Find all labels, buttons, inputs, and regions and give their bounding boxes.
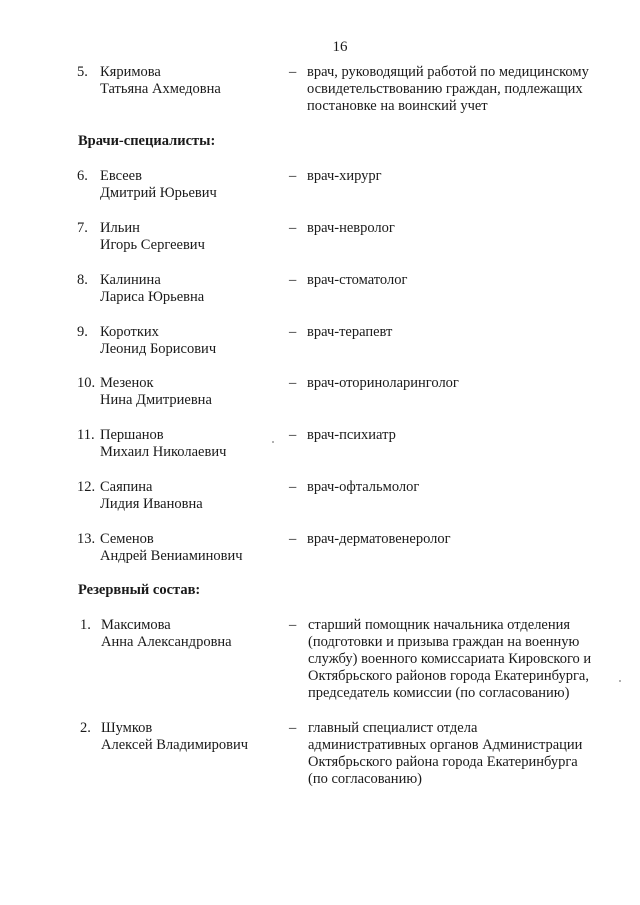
surname: Коротких: [100, 324, 159, 340]
given-names: Татьяна Ахмедовна: [100, 81, 221, 97]
entry-number: 8.: [77, 272, 88, 288]
person-name: [100, 427, 280, 461]
surname: Ильин: [100, 220, 140, 236]
surname: Калинина: [100, 272, 161, 288]
entry-number: 7.: [77, 220, 88, 236]
entry-number: 12.: [77, 479, 96, 495]
given-names: Леонид Борисович: [100, 341, 217, 357]
entry-number: 6.: [77, 168, 88, 184]
dash: –: [289, 220, 297, 236]
role-text: [307, 64, 617, 115]
person-name: [100, 531, 280, 565]
role-line: главный специалист отдела: [308, 720, 478, 736]
role-line: врач, руководящий работой по медицинскому: [307, 64, 589, 80]
surname: Мезенок: [100, 375, 154, 391]
role-line: службу) военного комиссариата Кировского и: [308, 651, 592, 667]
person-name: [100, 479, 280, 513]
person-name: [100, 168, 280, 202]
role-text: [308, 617, 618, 702]
given-names: Нина Дмитриевна: [100, 392, 212, 408]
given-names: Лариса Юрьевна: [100, 289, 205, 305]
role-line: Октябрьского районов города Екатеринбурга,: [308, 668, 589, 684]
surname: Евсеев: [100, 168, 142, 184]
section-heading: Врачи-специалисты:: [78, 133, 216, 149]
role-line: административных органов Администрации: [308, 737, 583, 753]
role-text: [307, 531, 617, 548]
person-name: [100, 64, 280, 98]
person-name: [100, 272, 280, 306]
dash: –: [289, 617, 297, 633]
person-name: [101, 617, 281, 651]
entry-number: 2.: [80, 720, 91, 736]
surname: Кяримова: [100, 64, 161, 80]
role-line: старший помощник начальника отделения: [308, 617, 571, 633]
scan-speck: [272, 441, 274, 443]
role-text: [307, 479, 617, 496]
role-line: врач-терапевт: [307, 324, 393, 340]
dash: –: [289, 272, 297, 288]
dash: –: [289, 479, 297, 495]
given-names: Алексей Владимирович: [101, 737, 249, 753]
entry-number: 11.: [77, 427, 95, 443]
entry-number: 10.: [77, 375, 96, 391]
role-text: [307, 324, 617, 341]
dash: –: [289, 168, 297, 184]
given-names: Дмитрий Юрьевич: [100, 185, 217, 201]
dash: –: [289, 64, 297, 80]
role-text: [307, 375, 617, 392]
role-line: постановке на воинский учет: [307, 98, 488, 114]
role-text: [307, 427, 617, 444]
role-line: (по согласованию): [308, 771, 422, 787]
given-names: Андрей Вениаминович: [100, 548, 243, 564]
role-line: врач-психиатр: [307, 427, 396, 443]
dash: –: [289, 324, 297, 340]
entry-number: 9.: [77, 324, 88, 340]
surname: Саяпина: [100, 479, 153, 495]
surname: Шумков: [101, 720, 153, 736]
person-name: [101, 720, 281, 754]
role-line: освидетельствованию граждан, подлежащих: [307, 81, 583, 97]
dash: –: [289, 427, 297, 443]
given-names: Михаил Николаевич: [100, 444, 227, 460]
dash: –: [289, 531, 297, 547]
role-text: [307, 220, 617, 237]
given-names: Анна Александровна: [101, 634, 232, 650]
role-line: врач-офтальмолог: [307, 479, 420, 495]
role-text: [307, 168, 617, 185]
page-number: 16: [332, 39, 348, 55]
role-line: председатель комиссии (по согласованию): [308, 685, 570, 701]
surname: Семенов: [100, 531, 154, 547]
role-text: [307, 272, 617, 289]
role-text: [308, 720, 618, 788]
role-line: врач-оториноларинголог: [307, 375, 459, 391]
role-line: врач-хирург: [307, 168, 382, 184]
surname: Першанов: [100, 427, 164, 443]
given-names: Лидия Ивановна: [100, 496, 203, 512]
dash: –: [289, 375, 297, 391]
role-line: врач-дерматовенеролог: [307, 531, 451, 547]
entry-number: 1.: [80, 617, 91, 633]
role-line: (подготовки и призыва граждан на военную: [308, 634, 580, 650]
scan-speck: [619, 680, 621, 682]
entry-number: 13.: [77, 531, 96, 547]
section-heading: Резервный состав:: [78, 582, 201, 598]
role-line: врач-стоматолог: [307, 272, 408, 288]
dash: –: [289, 720, 297, 736]
role-line: Октябрьского района города Екатеринбурга: [308, 754, 578, 770]
person-name: [100, 220, 280, 254]
person-name: [100, 375, 280, 409]
role-line: врач-невролог: [307, 220, 395, 236]
person-name: [100, 324, 280, 358]
given-names: Игорь Сергеевич: [100, 237, 205, 253]
surname: Максимова: [101, 617, 171, 633]
entry-number: 5.: [77, 64, 88, 80]
